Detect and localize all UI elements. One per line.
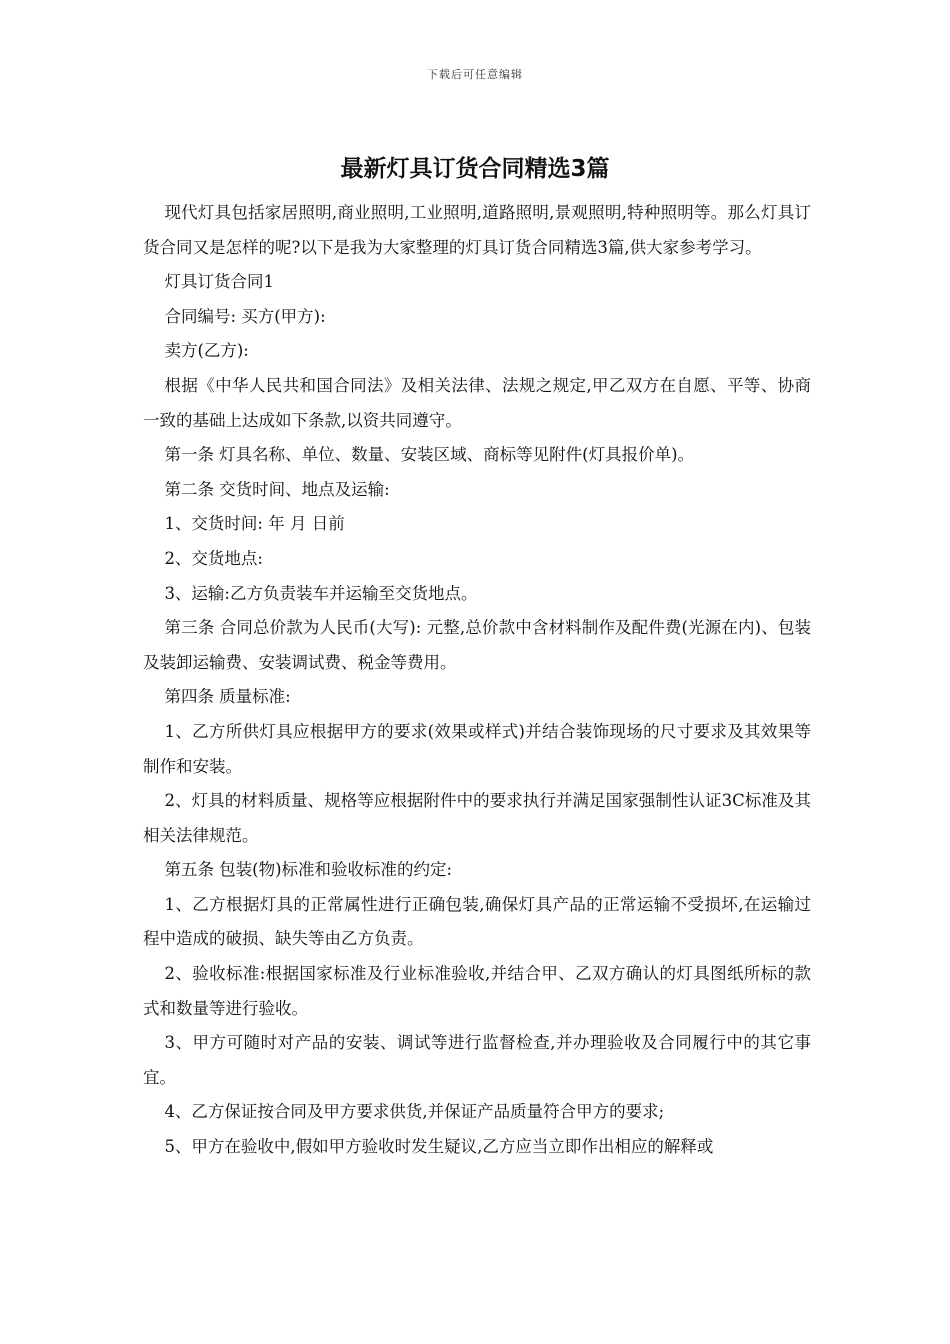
paragraph-article-2: 第二条 交货时间、地点及运输:: [164, 479, 390, 499]
paragraph-delivery-location: 2、交货地点:: [164, 548, 263, 568]
paragraph-article-5: 第五条 包装(物)标准和验收标准的约定:: [164, 860, 453, 880]
paragraph-packaging-2: 2、验收标准:根据国家标准及行业标准验收,并结合甲、乙双方确认的灯具图纸所标的款式和数量等进行验收。: [143, 964, 811, 1018]
paragraph-contract-number: 合同编号: 买方(甲方):: [164, 306, 326, 326]
paragraph-packaging-4: 4、乙方保证按合同及甲方要求供货,并保证产品质量符合甲方的要求;: [164, 1102, 665, 1122]
paragraph-quality-2: 2、灯具的材料质量、规格等应根据附件中的要求执行并满足国家强制性认证3C标准及其相关法律规范。: [143, 791, 811, 845]
document-title: 最新灯具订货合同精选3篇: [340, 156, 610, 182]
paragraph-seller: 卖方(乙方):: [164, 341, 249, 361]
paragraph-contract-heading: 灯具订货合同1: [164, 272, 274, 292]
paragraph-transport: 3、运输:乙方负责装车并运输至交货地点。: [164, 583, 478, 603]
paragraph-legal-basis: 根据《中华人民共和国合同法》及相关法律、法规之规定,甲乙双方在自愿、平等、协商一致的基础上达成如下条款,以资共同遵守。: [143, 375, 811, 430]
paragraph-packaging-1: 1、乙方根据灯具的正常属性进行正确包装,确保灯具产品的正常运输不受损坏,在运输过程中造成的破损、缺失等由乙方负责。: [143, 894, 811, 949]
paragraph-article-3: 第三条 合同总价款为人民币(大写): 元整,总价款中含材料制作及配件费(光源在内)、包装及装卸运输费、安装调试费、税金等费用。: [143, 618, 811, 672]
paragraph-packaging-3: 3、甲方可随时对产品的安装、调试等进行监督检查,并办理验收及合同履行中的其它事宜。: [143, 1033, 811, 1087]
document-body: [143, 196, 811, 1165]
paragraph-article-1: 第一条 灯具名称、单位、数量、安装区域、商标等见附件(灯具报价单)。: [164, 445, 695, 465]
paragraph-article-4: 第四条 质量标准:: [164, 687, 291, 707]
paragraph-intro: 现代灯具包括家居照明,商业照明,工业照明,道路照明,景观照明,特种照明等。那么灯具订货合同又是怎样的呢?以下是我为大家整理的灯具订货合同精选3篇,供大家参考学习。: [143, 203, 811, 257]
paragraph-delivery-time: 1、交货时间: 年 月 日前: [164, 514, 345, 534]
paragraph-packaging-5: 5、甲方在验收中,假如甲方验收时发生疑议,乙方应当立即作出相应的解释或: [164, 1137, 714, 1157]
paragraph-quality-1: 1、乙方所供灯具应根据甲方的要求(效果或样式)并结合装饰现场的尺寸要求及其效果等制作和安装。: [143, 721, 811, 776]
header-note: 下载后可任意编辑: [427, 68, 523, 81]
